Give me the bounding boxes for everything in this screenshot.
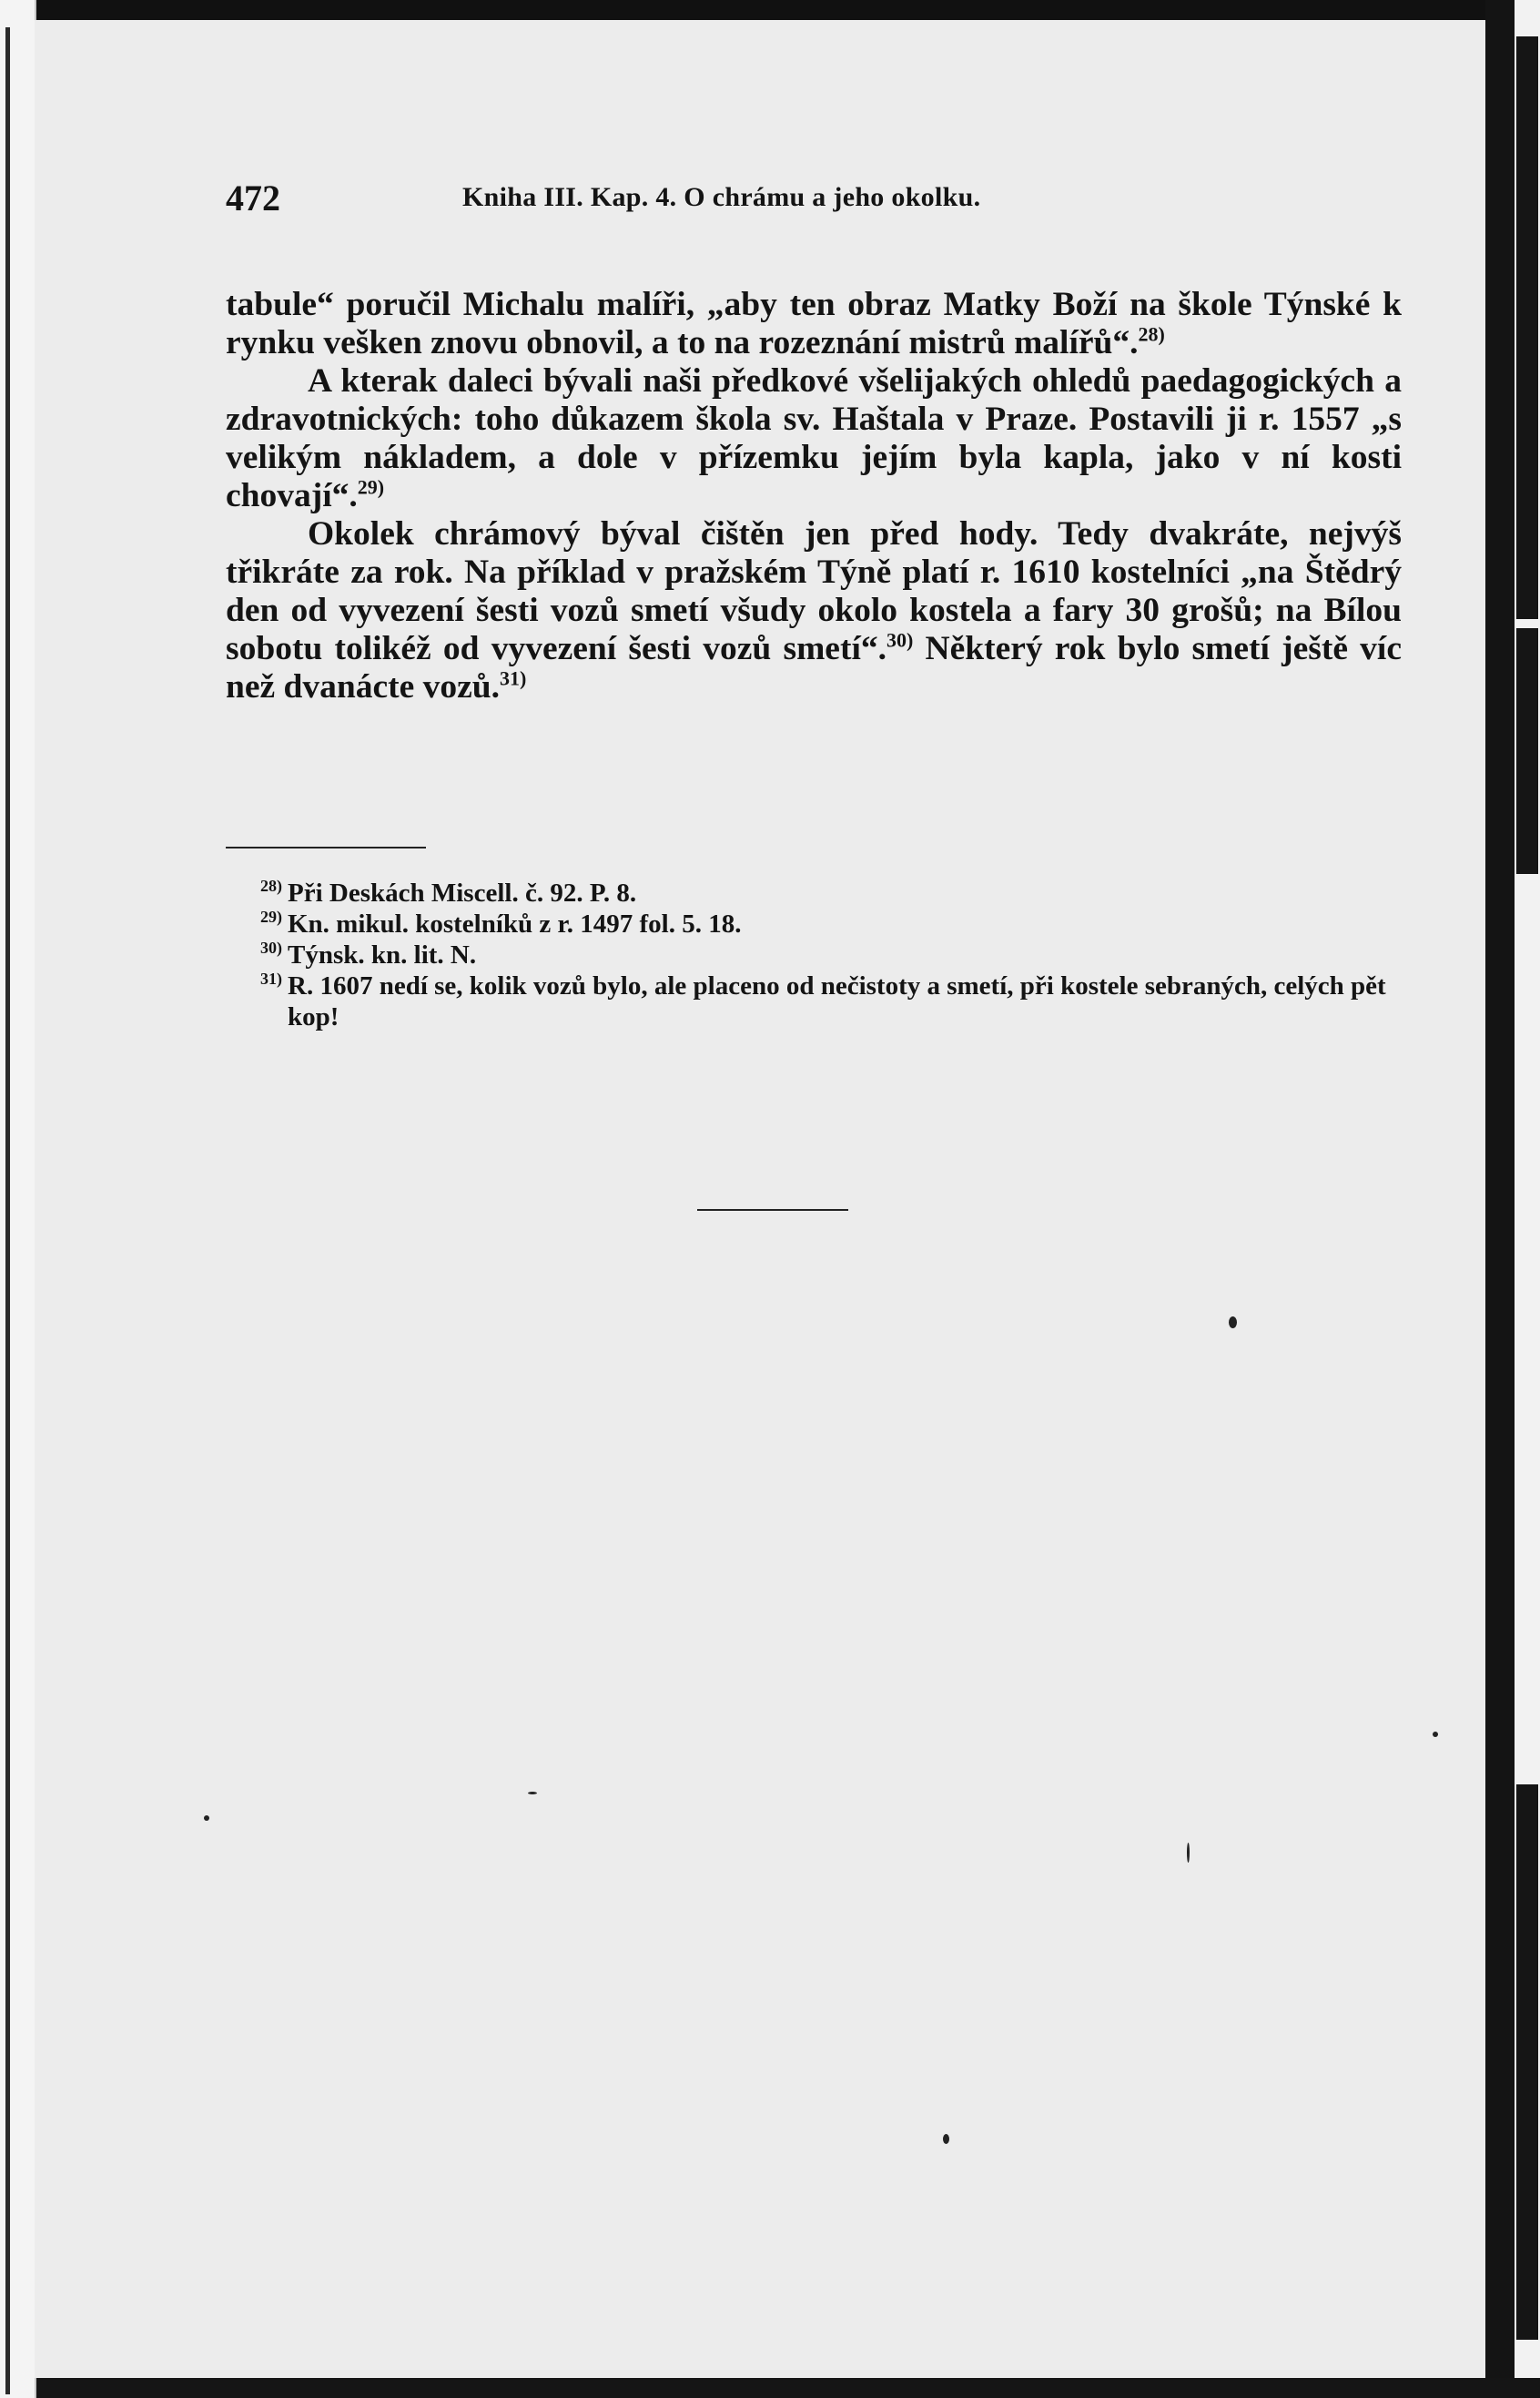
scan-speck [1187, 1843, 1190, 1863]
scan-right-strip [1515, 0, 1540, 2398]
book-page [35, 20, 1485, 2378]
paragraph-text: Okolek chrámový býval čištěn jen před hody. Tedy dvakráte, nejvýš třikráte za rok. Na příklad v pražském Týně platí r. 1610 kostelníci „na Štědrý den od vyvezení šesti vozů smetí všudy okolo kostela a fary 30 grošů; na Bílou sobotu tolikéž od vyvezení šesti vozů smetí“. [226, 515, 1402, 667]
paragraph [226, 286, 1402, 362]
paragraph [226, 515, 1402, 706]
scan-strip-dark-band [1516, 628, 1538, 874]
footnote-text: Při Deskách Miscell. č. 92. P. 8. [288, 879, 637, 908]
end-of-chapter-rule [697, 1209, 848, 1211]
footnote-text: Týnsk. kn. lit. N. [288, 940, 477, 970]
page-header [226, 177, 1409, 231]
footnote-ref: 30) [886, 628, 914, 652]
scan-speck [943, 2134, 949, 2144]
running-head: Kniha III. Kap. 4. O chrámu a jeho okolku. [462, 182, 981, 212]
scan-speck [528, 1792, 537, 1794]
footnote-text: Kn. mikul. kostelníků z r. 1497 fol. 5. 18. [288, 909, 742, 939]
paragraph [226, 362, 1402, 515]
scan-speck [204, 1815, 209, 1821]
scan-top-edge [0, 0, 1540, 20]
footnote: 29) Kn. mikul. kostelníků z r. 1497 fol. 5. 18. [260, 908, 742, 939]
footnotes [226, 878, 1402, 1032]
footnote-separator [226, 847, 426, 848]
footnote: 31) R. 1607 nedí se, kolik vozů bylo, ale placeno od nečistoty a smetí, při kostele sebraných, celých pět kop! [260, 970, 1386, 1031]
footnote-ref: 29) [357, 475, 385, 499]
footnote: 30) Týnsk. kn. lit. N. [260, 939, 477, 970]
paragraph-text: A kterak daleci bývali naši předkové všelijakých ohledů paedagogických a zdravotnických: toho důkazem škola sv. Haštala v Praze. Postavili ji r. 1557 „s velikým nákladem, a dole v přízemku jejím byla kapla, jako v ní kosti chovají“. [226, 362, 1402, 514]
paragraph-text: Některý rok bylo smetí ještě víc než dvanácte vozů. [226, 630, 1402, 706]
footnote-ref: 31) [500, 666, 527, 690]
scan-speck [1229, 1316, 1237, 1328]
scan-left-edge [0, 0, 36, 2398]
paragraph-text: tabule“ poručil Michalu malíři, „aby ten obraz Matky Boží na škole Týnské k rynku vešken znovu obnovil, a to na rozeznání mistrů malířů“. [226, 286, 1402, 361]
main-text [226, 286, 1402, 706]
scan-bottom-edge [0, 2378, 1540, 2398]
scan-strip-dark-band [1516, 36, 1538, 619]
scan-speck [1433, 1732, 1438, 1737]
footnote-text: R. 1607 nedí se, kolik vozů bylo, ale placeno od nečistoty a smetí, při kostele sebraných, celých pět kop! [288, 971, 1386, 1031]
scan-strip-dark-band [1516, 1784, 1538, 2340]
footnote-ref: 28) [1138, 322, 1165, 346]
footnote: 28) Při Deskách Miscell. č. 92. P. 8. [260, 877, 637, 908]
page-number: 472 [226, 178, 280, 218]
